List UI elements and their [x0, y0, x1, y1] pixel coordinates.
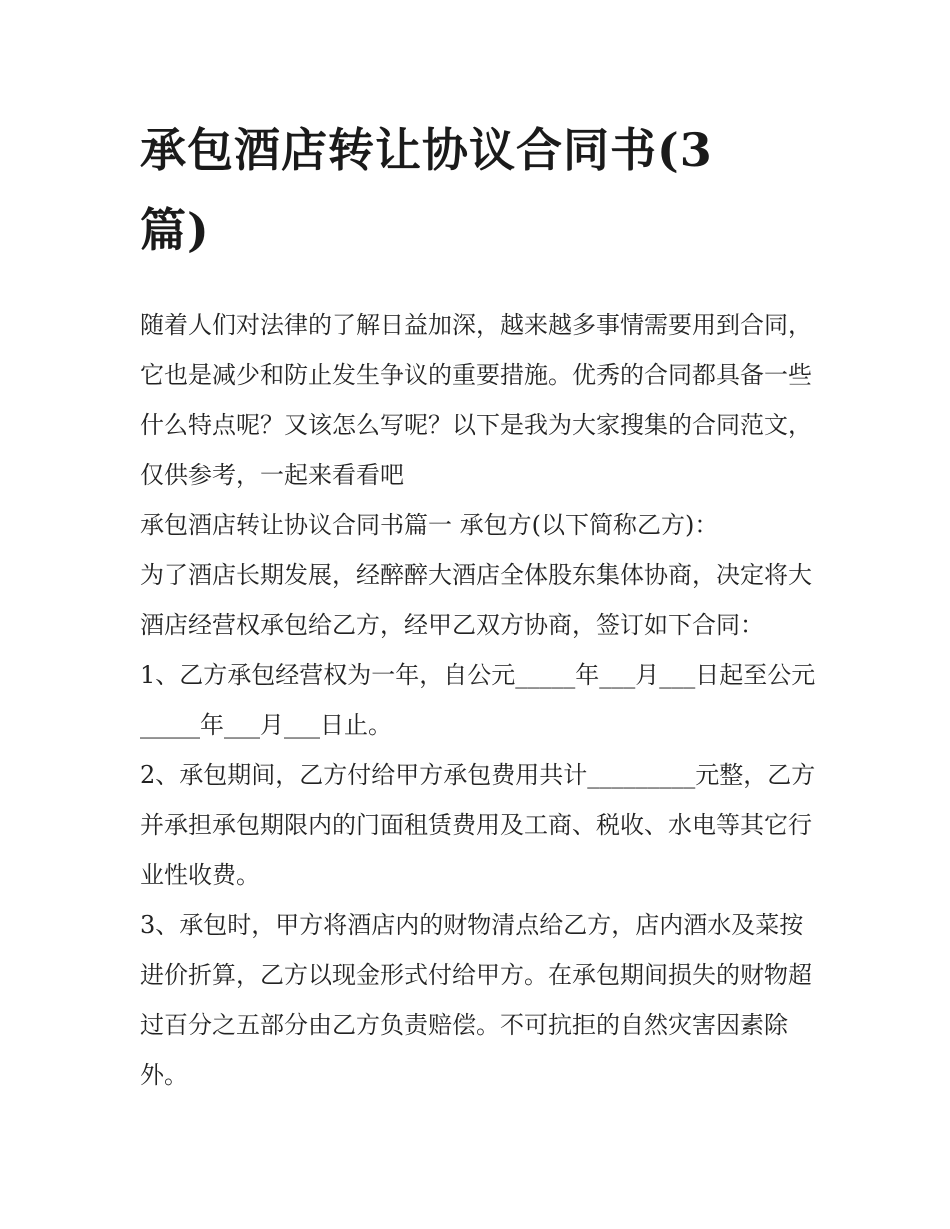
clause-2-paragraph: 2、承包期间，乙方付给甲方承包费用共计_________元整，乙方并承担承包期限内的门面租赁费用及工商、税收、水电等其它行业性收费。 — [140, 761, 816, 889]
section-heading-paragraph: 承包酒店转让协议合同书篇一 承包方(以下简称乙方)： — [140, 511, 719, 539]
intro-paragraph: 随着人们对法律的了解日益加深，越来越多事情需要用到合同，它也是减少和防止发生争议的重要措施。优秀的合同都具备一些什么特点呢？又该怎么写呢？以下是我为大家搜集的合同范文，仅供参考，一起来看看吧 — [140, 311, 812, 489]
preamble-paragraph: 为了酒店长期发展，经醉醉大酒店全体股东集体协商，决定将大酒店经营权承包给乙方，经甲乙双方协商，签订如下合同： — [140, 561, 812, 639]
document-title: 承包酒店转让协议合同书(3篇) — [140, 123, 713, 257]
clause-1-paragraph: 1、乙方承包经营权为一年，自公元_____年___月___日起至公元_____年___月___日止。 — [140, 661, 816, 739]
clause-3-paragraph: 3、承包时，甲方将酒店内的财物清点给乙方，店内酒水及菜按进价折算，乙方以现金形式付给甲方。在承包期间损失的财物超过百分之五部分由乙方负责赔偿。不可抗拒的自然灾害因素除外。 — [140, 911, 812, 1089]
document-body — [140, 110, 820, 1100]
